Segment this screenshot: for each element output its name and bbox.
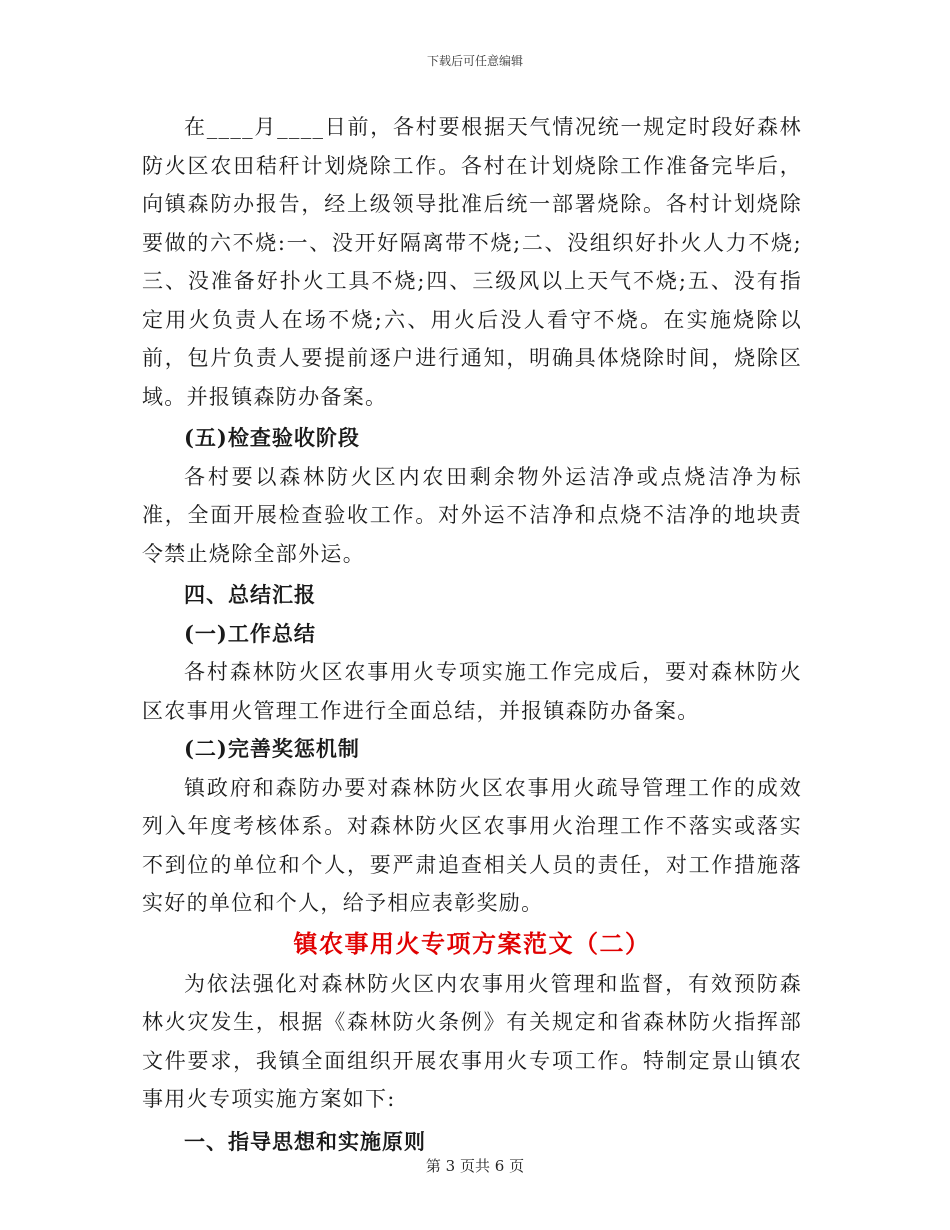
- paragraph-reward-mechanism: 镇政府和森防办要对森林防火区农事用火疏导管理工作的成效列入年度考核体系。对森林防火区农事用火治理工作不落实或落实不到位的单位和个人，要严肃追查相关人员的责任，对工作措施落实好的单位和个人，给予相应表彰奖励。: [142, 775, 802, 915]
- paragraph-work-summary: 各村森林防火区农事用火专项实施工作完成后，要对森林防火区农事用火管理工作进行全面总结，并报镇森防办备案。: [142, 660, 802, 723]
- paragraph-inspection: 各村要以森林防火区内农田剩余物外运洁净或点烧洁净为标准，全面开展检查验收工作。对外运不洁净和点烧不洁净的地块责令禁止烧除全部外运。: [142, 464, 802, 566]
- section-title: 镇农事用火专项方案范文（二）: [293, 928, 651, 958]
- heading-work-summary: (一)工作总结: [184, 620, 316, 646]
- heading-inspection-stage: (五)检查验收阶段: [184, 425, 360, 450]
- page-footer: 第 3 页共 6 页: [425, 1157, 525, 1175]
- heading-summary-report: 四、总结汇报: [184, 582, 316, 607]
- heading-guiding-principles: 一、指导思想和实施原则: [184, 1128, 426, 1154]
- document-body: [142, 108, 802, 1161]
- heading-reward-mechanism: (二)完善奖惩机制: [184, 736, 360, 761]
- page-header: 下载后可任意编辑: [426, 54, 523, 68]
- paragraph-burning-plan: 在____月____日前，各村要根据天气情况统一规定时段好森林防火区农田秸秆计划烧除工作。各村在计划烧除工作准备完毕后，向镇森防办报告，经上级领导批准后统一部署烧除。各村计划烧除要做的六不烧:一、没开好隔离带不烧;二、没组织好扑火人力不烧;三、没准备好扑火工具不烧;四、三级风以上天气不烧;五、没有指定用火负责人在场不烧;六、用火后没人看守不烧。在实施烧除以前，包片负责人要提前逐户进行通知，明确具体烧除时间，烧除区域。并报镇森防办备案。: [142, 115, 802, 409]
- paragraph-intro: 为依法强化对森林防火区内农事用火管理和监督，有效预防森林火灾发生，根据《森林防火条例》有关规定和省森林防火指挥部文件要求，我镇全面组织开展农事用火专项工作。特制定景山镇农事用火专项实施方案如下:: [142, 971, 802, 1111]
